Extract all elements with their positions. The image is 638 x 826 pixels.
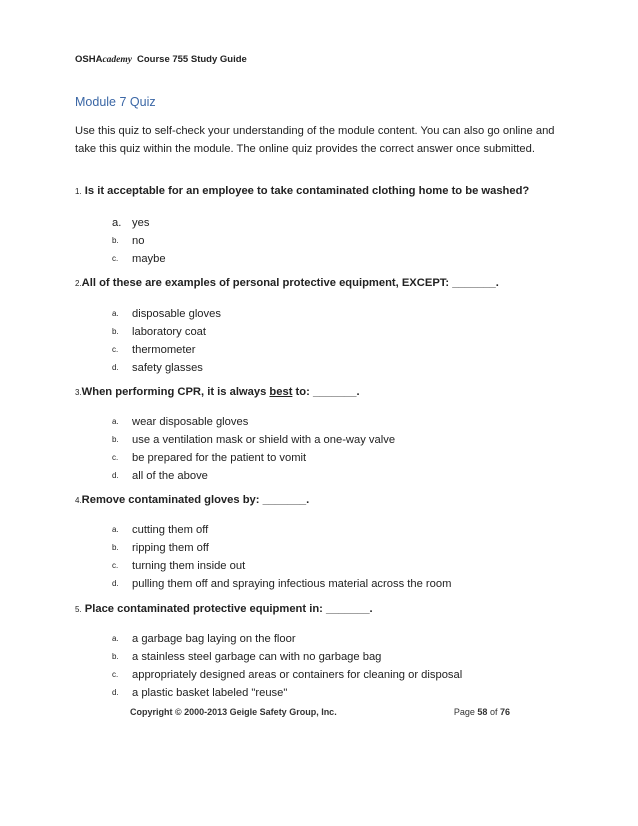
option (112, 467, 395, 485)
question-3-options (112, 413, 395, 485)
question-5 (75, 603, 373, 615)
option (112, 575, 451, 593)
option-text: use a ventilation mask or shield with a one-way valve (132, 434, 396, 446)
of-word: of (489, 707, 498, 717)
option-letter: a. (112, 525, 119, 534)
option (112, 684, 462, 702)
option-text: disposable gloves (132, 308, 221, 320)
question-text-post: to: _______. (292, 386, 360, 398)
question-4 (75, 494, 309, 506)
question-text: All of these are examples of personal protective equipment, EXCEPT: _______. (81, 277, 499, 289)
option-text: cutting them off (132, 524, 209, 536)
question-number: 1. (75, 187, 82, 196)
brand-cademy: cademy (102, 55, 132, 65)
running-header (75, 54, 247, 65)
option-letter: a. (112, 217, 122, 229)
option (112, 449, 395, 467)
option-text: be prepared for the patient to vomit (132, 452, 307, 464)
option (112, 341, 221, 359)
copyright-text: Copyright © 2000-2013 Geigle Safety Group, Inc. (130, 707, 337, 717)
question-number: 3. (75, 388, 82, 397)
option-letter: c. (112, 453, 119, 462)
page-total: 76 (499, 707, 510, 717)
option-text: a stainless steel garbage can with no garbage bag (132, 651, 382, 663)
option-letter: b. (112, 327, 119, 336)
option-text: maybe (132, 253, 166, 265)
option-text: a garbage bag laying on the floor (132, 633, 296, 645)
question-5-options (112, 630, 462, 702)
option-text: laboratory coat (132, 326, 207, 338)
question-text: Remove contaminated gloves by: _______. (81, 494, 310, 506)
option-letter: b. (112, 652, 119, 661)
option-letter: d. (112, 471, 119, 480)
option-text: pulling them off and spraying infectious material across the room (132, 578, 452, 590)
option (112, 666, 462, 684)
option (112, 539, 451, 557)
option-letter: b. (112, 236, 119, 245)
question-text: Is it acceptable for an employee to take contaminated clothing home to be washed? (84, 185, 530, 197)
page-current: 58 (477, 707, 488, 717)
option-letter: a. (112, 417, 119, 426)
option-letter: a. (112, 634, 119, 643)
option-text: ripping them off (132, 542, 209, 554)
question-number: 2. (75, 279, 82, 288)
option (112, 323, 221, 341)
page-footer (130, 707, 510, 717)
option-letter: c. (112, 670, 119, 679)
course-title: Course 755 Study Guide (137, 54, 247, 65)
option-text: no (132, 235, 145, 247)
option (112, 557, 451, 575)
option-letter: d. (112, 363, 119, 372)
question-2-options (112, 305, 221, 377)
option-letter: c. (112, 345, 119, 354)
option (112, 305, 221, 323)
option-letter: c. (112, 254, 119, 263)
option-text: all of the above (132, 470, 208, 482)
option-letter: c. (112, 561, 119, 570)
option (112, 359, 221, 377)
option-letter: d. (112, 688, 119, 697)
intro-paragraph: Use this quiz to self-check your understanding of the module content. You can also go online and take this quiz within the module. The online quiz provides the correct answer once submitted. (75, 125, 555, 155)
option (112, 250, 166, 268)
question-4-options (112, 521, 451, 593)
option-letter: b. (112, 435, 119, 444)
question-1 (75, 185, 529, 197)
option-letter: d. (112, 579, 119, 588)
question-number: 4. (75, 496, 82, 505)
question-number: 5. (75, 605, 82, 614)
option-text: a plastic basket labeled "reuse" (132, 687, 288, 699)
option-text: wear disposable gloves (132, 416, 249, 428)
option-letter: b. (112, 543, 119, 552)
option (112, 232, 166, 250)
option-text: yes (132, 217, 150, 229)
option (112, 431, 395, 449)
page-title: Module 7 Quiz (75, 95, 156, 109)
option (112, 214, 166, 232)
question-2 (75, 277, 499, 289)
option (112, 648, 462, 666)
option-letter: a. (112, 309, 119, 318)
brand-osha: OSHA (75, 54, 103, 65)
option (112, 413, 395, 431)
question-text-emphasis: best (269, 386, 293, 398)
question-text: Place contaminated protective equipment in: _______. (84, 603, 373, 615)
option-text: thermometer (132, 344, 196, 356)
page-number (454, 707, 510, 717)
question-3 (75, 386, 360, 398)
option-text: turning them inside out (132, 560, 246, 572)
option-text: appropriately designed areas or containers for cleaning or disposal (132, 669, 463, 681)
option-text: safety glasses (132, 362, 203, 374)
option (112, 521, 451, 539)
question-1-options (112, 214, 166, 268)
option (112, 630, 462, 648)
page-word: Page (453, 707, 475, 717)
question-text-pre: When performing CPR, it is always (81, 386, 270, 398)
